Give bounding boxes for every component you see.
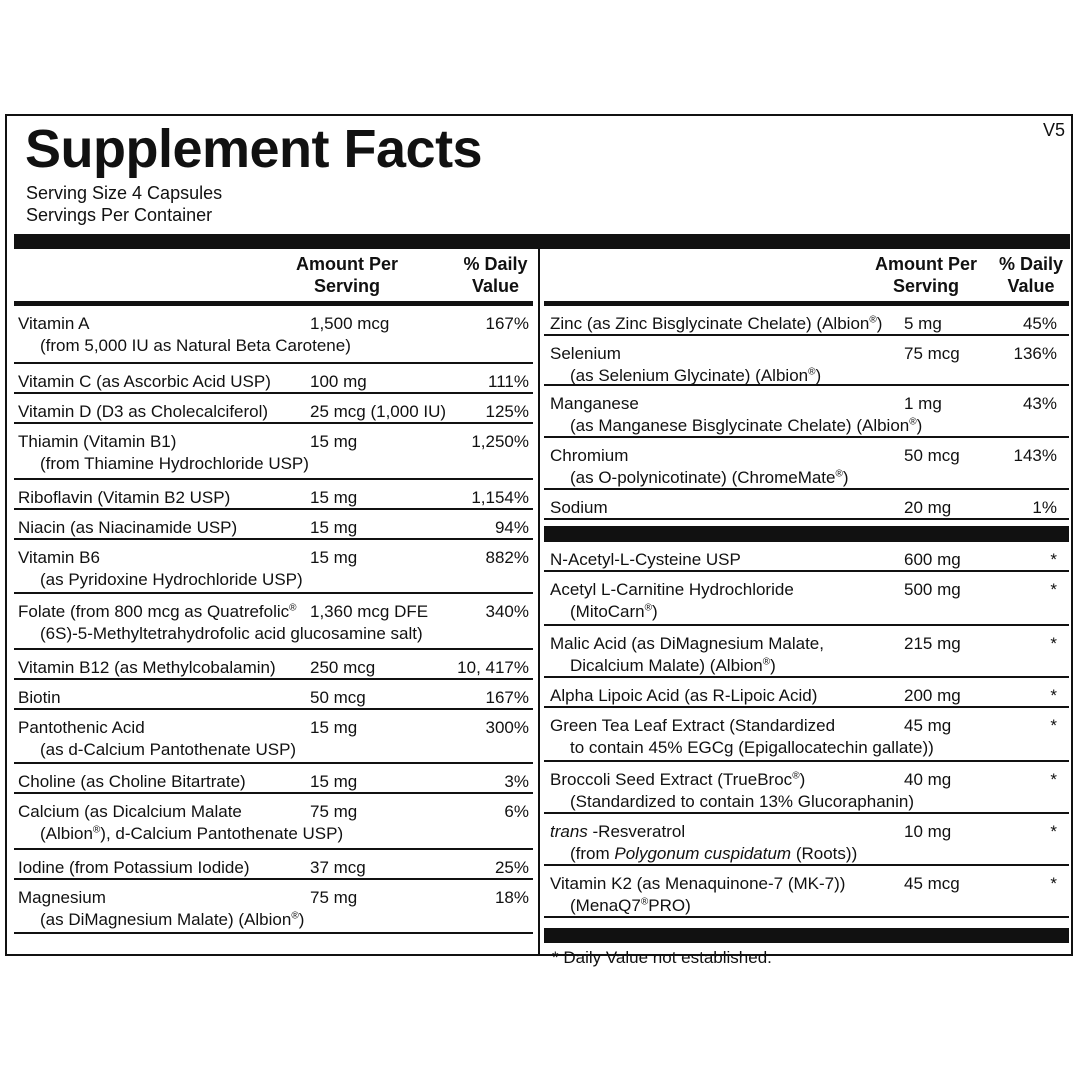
nutrient-detail: (6S)-5-Methyltetrahydrofolic acid glucosamine salt): [40, 624, 423, 643]
nutrient-name: Vitamin A: [18, 314, 90, 333]
amount-value: 1 mg: [904, 394, 942, 413]
right-ingredient-list: [544, 542, 1069, 918]
amount-value: 37 mcg: [310, 858, 366, 877]
amount-header-line2: Serving: [892, 276, 960, 296]
nutrient-name: Acetyl L-Carnitine Hydrochloride: [550, 580, 794, 599]
nutrient-name: Chromium: [550, 446, 629, 465]
nutrient-detail: (Albion®), d-Calcium Pantothenate USP): [40, 824, 344, 843]
amount-value: 1,500 mcg: [310, 314, 390, 333]
nutrient-row: [544, 866, 1069, 918]
nutrient-name: Biotin: [18, 688, 61, 707]
daily-value: 1,250%: [471, 432, 529, 451]
header-bar: [14, 234, 1070, 249]
amount-value: 75 mg: [310, 888, 358, 907]
daily-value: 143%: [1013, 446, 1057, 465]
panel-title: Supplement Facts: [25, 119, 483, 179]
dv-header-line2: Value: [1007, 276, 1055, 296]
nutrient-row: [544, 306, 1069, 336]
daily-value: 111%: [488, 372, 529, 391]
left-column-header: [14, 249, 533, 301]
daily-value: 45%: [1022, 314, 1057, 333]
nutrient-row: [544, 678, 1069, 708]
nutrient-detail: (as Selenium Glycinate) (Albion®): [570, 366, 822, 385]
nutrient-detail: (from 5,000 IU as Natural Beta Carotene): [40, 336, 351, 355]
daily-value: *: [1050, 580, 1057, 599]
amount-value: 15 mg: [310, 518, 358, 537]
amount-value: 15 mg: [310, 548, 358, 567]
amount-value: 100 mg: [310, 372, 367, 391]
nutrient-row: [14, 594, 533, 650]
amount-value: 5 mg: [904, 314, 942, 333]
nutrient-row: [14, 394, 533, 424]
right-column-header: [544, 249, 1069, 301]
nutrient-row: [14, 710, 533, 764]
amount-value: 25 mcg (1,000 IU): [310, 402, 447, 421]
nutrient-row: [544, 386, 1069, 438]
nutrient-name: Zinc (as Zinc Bisglycinate Chelate) (Albion®): [550, 314, 883, 333]
nutrient-name: Vitamin C (as Ascorbic Acid USP): [18, 372, 271, 391]
nutrient-detail: (as Manganese Bisglycinate Chelate) (Albion®): [570, 416, 923, 435]
daily-value: 94%: [494, 518, 529, 537]
daily-value: 167%: [485, 314, 529, 333]
nutrient-name: Niacin (as Niacinamide USP): [18, 518, 238, 537]
nutrient-row: [14, 764, 533, 794]
nutrient-row: [544, 814, 1069, 866]
section-bar: [544, 526, 1069, 542]
daily-value: 136%: [1013, 344, 1057, 363]
nutrient-detail: (MitoCarn®): [570, 602, 658, 621]
nutrient-row: [14, 880, 533, 934]
amount-value: 500 mg: [904, 580, 961, 599]
amount-value: 75 mg: [310, 802, 358, 821]
amount-value: 50 mcg: [310, 688, 366, 707]
nutrient-row: [544, 336, 1069, 386]
nutrient-row: [14, 480, 533, 510]
daily-value: 1%: [1032, 498, 1057, 517]
nutrient-detail: (as d-Calcium Pantothenate USP): [40, 740, 297, 759]
footer-bar: [544, 928, 1069, 943]
daily-value: 3%: [504, 772, 529, 791]
amount-value: 10 mg: [904, 822, 952, 841]
nutrient-row: [14, 680, 533, 710]
footnote: * Daily Value not established.: [552, 948, 772, 967]
daily-value: 1,154%: [471, 488, 529, 507]
nutrient-row: [14, 510, 533, 540]
amount-value: 1,360 mcg DFE: [310, 602, 429, 621]
nutrient-detail: (as O-polynicotinate) (ChromeMate®): [570, 468, 849, 487]
nutrient-detail: (from Polygonum cuspidatum (Roots)): [570, 844, 858, 863]
daily-value: 300%: [485, 718, 529, 737]
nutrient-name: Choline (as Choline Bitartrate): [18, 772, 246, 791]
nutrient-detail: (MenaQ7®PRO): [570, 896, 691, 915]
nutrient-name: Vitamin B6: [18, 548, 100, 567]
amount-value: 15 mg: [310, 488, 358, 507]
amount-value: 15 mg: [310, 772, 358, 791]
amount-value: 40 mg: [904, 770, 952, 789]
amount-per-serving-header: [292, 253, 402, 297]
amount-per-serving-header: [866, 253, 986, 297]
nutrient-name: Vitamin B12 (as Methylcobalamin): [18, 658, 276, 677]
daily-value: 18%: [494, 888, 529, 907]
daily-value: *: [1050, 686, 1057, 705]
nutrient-row: [544, 438, 1069, 490]
amount-value: 200 mg: [904, 686, 961, 705]
nutrient-name: Magnesium: [18, 888, 106, 907]
nutrient-detail: Dicalcium Malate) (Albion®): [570, 656, 776, 675]
daily-value: 340%: [485, 602, 529, 621]
nutrient-name: N-Acetyl-L-Cysteine USP: [550, 550, 741, 569]
nutrient-row: [544, 762, 1069, 814]
daily-value: 25%: [494, 858, 529, 877]
left-column: [14, 249, 533, 934]
nutrient-row: [544, 626, 1069, 678]
nutrient-name: Riboflavin (Vitamin B2 USP): [18, 488, 231, 507]
daily-value-header: [458, 253, 533, 297]
nutrient-name: Folate (from 800 mcg as Quatrefolic®: [18, 602, 297, 621]
serving-size: Serving Size 4 Capsules: [26, 183, 223, 203]
supplement-facts-panel: [5, 114, 1073, 967]
nutrient-row: [14, 540, 533, 594]
daily-value: *: [1050, 550, 1057, 569]
daily-value: 167%: [485, 688, 529, 707]
servings-per-container: Servings Per Container: [26, 205, 213, 225]
nutrient-detail: (as Pyridoxine Hydrochloride USP): [40, 570, 303, 589]
daily-value: 6%: [504, 802, 529, 821]
amount-value: 75 mcg: [904, 344, 960, 363]
nutrient-row: [14, 794, 533, 850]
right-column: [544, 249, 1069, 968]
nutrient-name: Green Tea Leaf Extract (Standardized: [550, 716, 836, 735]
nutrient-name: Malic Acid (as DiMagnesium Malate,: [550, 634, 824, 653]
nutrient-name: Broccoli Seed Extract (TrueBroc®): [550, 770, 806, 789]
amount-value: 215 mg: [904, 634, 961, 653]
daily-value: *: [1050, 874, 1057, 893]
daily-value: *: [1050, 770, 1057, 789]
amount-value: 45 mcg: [904, 874, 960, 893]
daily-value: 125%: [485, 402, 529, 421]
left-nutrient-list: [14, 306, 533, 934]
nutrient-row: [14, 650, 533, 680]
dv-header-line1: % Daily: [998, 254, 1064, 274]
nutrient-name: Pantothenic Acid: [18, 718, 145, 737]
amount-value: 250 mcg: [310, 658, 376, 677]
nutrient-name: Calcium (as Dicalcium Malate: [18, 802, 242, 821]
nutrient-row: [544, 490, 1069, 520]
nutrient-name: trans -Resveratrol: [550, 822, 686, 841]
nutrient-name: Alpha Lipoic Acid (as R-Lipoic Acid): [550, 686, 818, 705]
nutrient-name: Iodine (from Potassium Iodide): [18, 858, 250, 877]
nutrient-row: [14, 364, 533, 394]
amount-value: 15 mg: [310, 432, 358, 451]
amount-header-line1: Amount Per: [874, 254, 977, 274]
nutrient-row: [14, 424, 533, 480]
nutrient-name: Vitamin D (D3 as Cholecalciferol): [18, 402, 269, 421]
daily-value: *: [1050, 634, 1057, 653]
nutrient-detail: (Standardized to contain 13% Glucoraphanin): [570, 792, 914, 811]
daily-value: 43%: [1022, 394, 1057, 413]
daily-value: *: [1050, 716, 1057, 735]
daily-value: 10, 417%: [457, 658, 529, 677]
dv-header-line2: Value: [471, 276, 520, 296]
daily-value: 882%: [485, 548, 529, 567]
amount-value: 600 mg: [904, 550, 961, 569]
nutrient-row: [544, 708, 1069, 762]
nutrient-detail: to contain 45% EGCg (Epigallocatechin gallate)): [570, 738, 934, 757]
nutrient-name: Sodium: [550, 498, 608, 517]
amount-value: 50 mcg: [904, 446, 960, 465]
nutrient-row: [14, 306, 533, 364]
nutrient-name: Manganese: [550, 394, 639, 413]
daily-value-header: [996, 253, 1066, 297]
amount-value: 45 mg: [904, 716, 952, 735]
nutrient-detail: (from Thiamine Hydrochloride USP): [40, 454, 309, 473]
daily-value: *: [1050, 822, 1057, 841]
amount-value: 20 mg: [904, 498, 952, 517]
dv-header-line1: % Daily: [463, 254, 528, 274]
nutrient-detail: (as DiMagnesium Malate) (Albion®): [40, 910, 305, 929]
nutrient-row: [14, 850, 533, 880]
right-nutrient-list: [544, 306, 1069, 520]
nutrient-name: Vitamin K2 (as Menaquinone-7 (MK-7)): [550, 874, 846, 893]
nutrient-name: Selenium: [550, 344, 621, 363]
version-label: V5: [1042, 120, 1065, 140]
nutrient-name: Thiamin (Vitamin B1): [18, 432, 177, 451]
nutrient-row: [544, 542, 1069, 572]
amount-value: 15 mg: [310, 718, 358, 737]
amount-header-line1: Amount Per: [295, 254, 398, 274]
amount-header-line2: Serving: [313, 276, 381, 296]
column-divider: [538, 249, 540, 954]
nutrient-row: [544, 572, 1069, 626]
